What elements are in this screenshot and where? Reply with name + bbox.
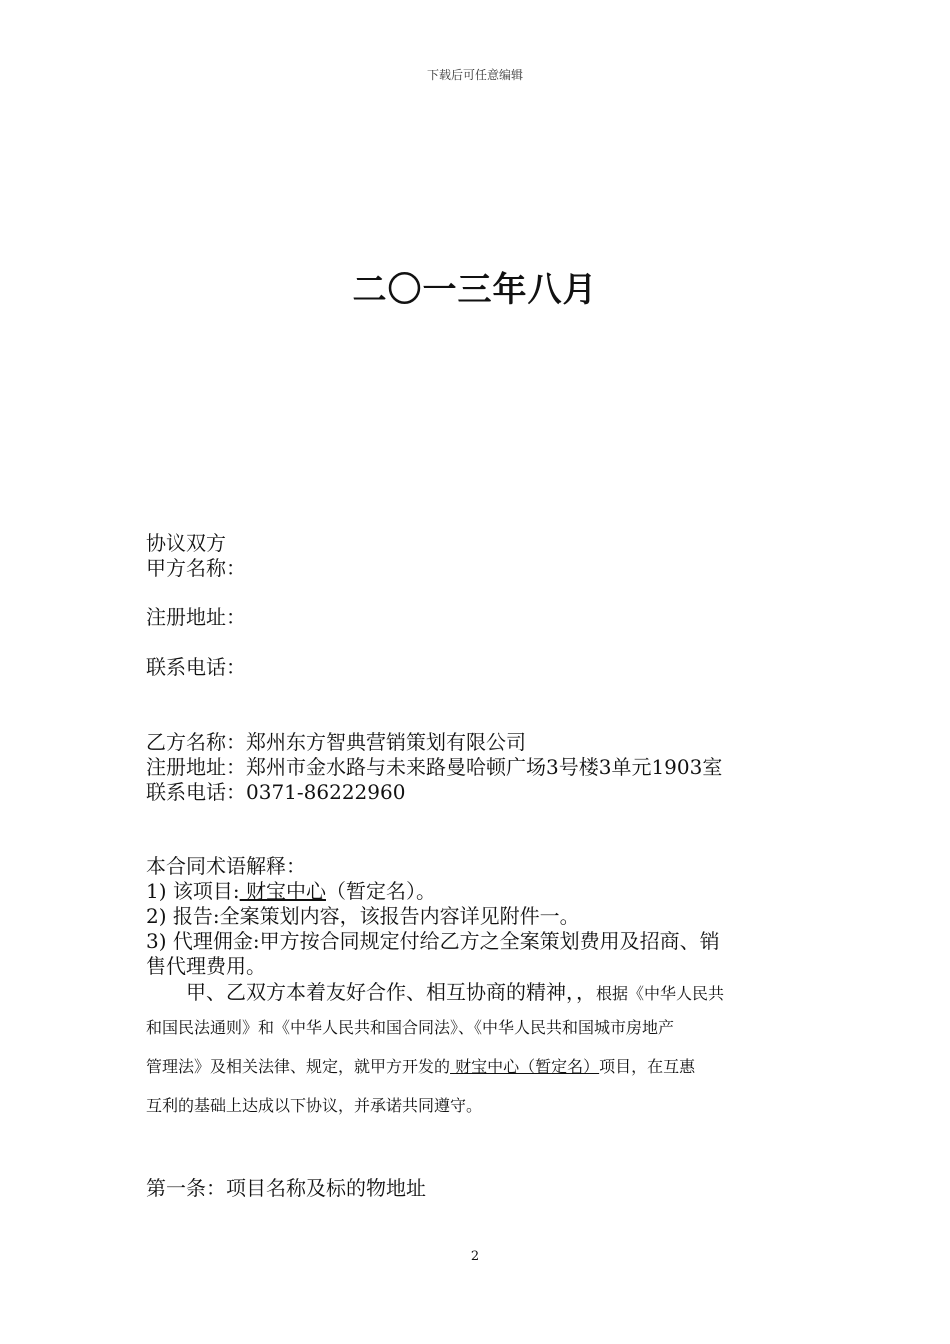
term-item-1-prefix: 1) 该项目: xyxy=(146,879,240,903)
intro-line-4: 互利的基础上达成以下协议，并承诺共同遵守。 xyxy=(146,1096,483,1115)
article-1-heading: 第一条：项目名称及标的物地址 xyxy=(146,1176,426,1200)
intro-line-1-large: 甲、乙双方本着友好合作、相互协商的精神，， xyxy=(146,980,596,1004)
party-a-phone: 联系电话： xyxy=(146,655,246,679)
document-date-title: 二〇一三年八月 xyxy=(352,270,598,310)
party-b-name: 乙方名称：郑州东方智典营销策划有限公司 xyxy=(146,730,526,754)
party-a-name: 甲方名称： xyxy=(146,556,246,580)
intro-line-3-suffix: 项目，在互惠 xyxy=(599,1057,696,1076)
terms-heading: 本合同术语解释： xyxy=(146,854,306,878)
term-item-1 xyxy=(146,879,436,904)
project-name-underlined-2: 财宝中心（暂定名） xyxy=(450,1057,600,1076)
intro-line-1-small: 根据《中华人民共 xyxy=(596,984,725,1003)
term-item-3-line-2: 售代理费用。 xyxy=(146,954,266,978)
project-name-underlined: 财宝中心 xyxy=(239,879,326,903)
party-b-address: 注册地址：郑州市金水路与未来路曼哈顿广场3号楼3单元1903室 xyxy=(146,755,723,779)
intro-line-3 xyxy=(146,1057,695,1077)
intro-line-2: 和国民法通则》和《中华人民共和国合同法》、《中华人民共和国城市房地产 xyxy=(146,1018,675,1037)
term-item-1-suffix: （暂定名）。 xyxy=(325,879,436,903)
term-item-2: 2) 报告:全案策划内容，该报告内容详见附件一。 xyxy=(146,904,580,928)
parties-heading: 协议双方 xyxy=(146,531,226,555)
page-header: 下载后可任意编辑 xyxy=(426,68,523,82)
page-number: 2 xyxy=(470,1249,480,1264)
term-item-3-line-1: 3) 代理佣金:甲方按合同规定付给乙方之全案策划费用及招商、销 xyxy=(146,929,720,953)
party-a-address: 注册地址： xyxy=(146,605,246,629)
intro-line-1 xyxy=(146,980,724,1006)
intro-line-3-prefix: 管理法》及相关法律、规定，就甲方开发的 xyxy=(146,1057,451,1076)
party-b-phone: 联系电话：0371-86222960 xyxy=(146,780,406,804)
